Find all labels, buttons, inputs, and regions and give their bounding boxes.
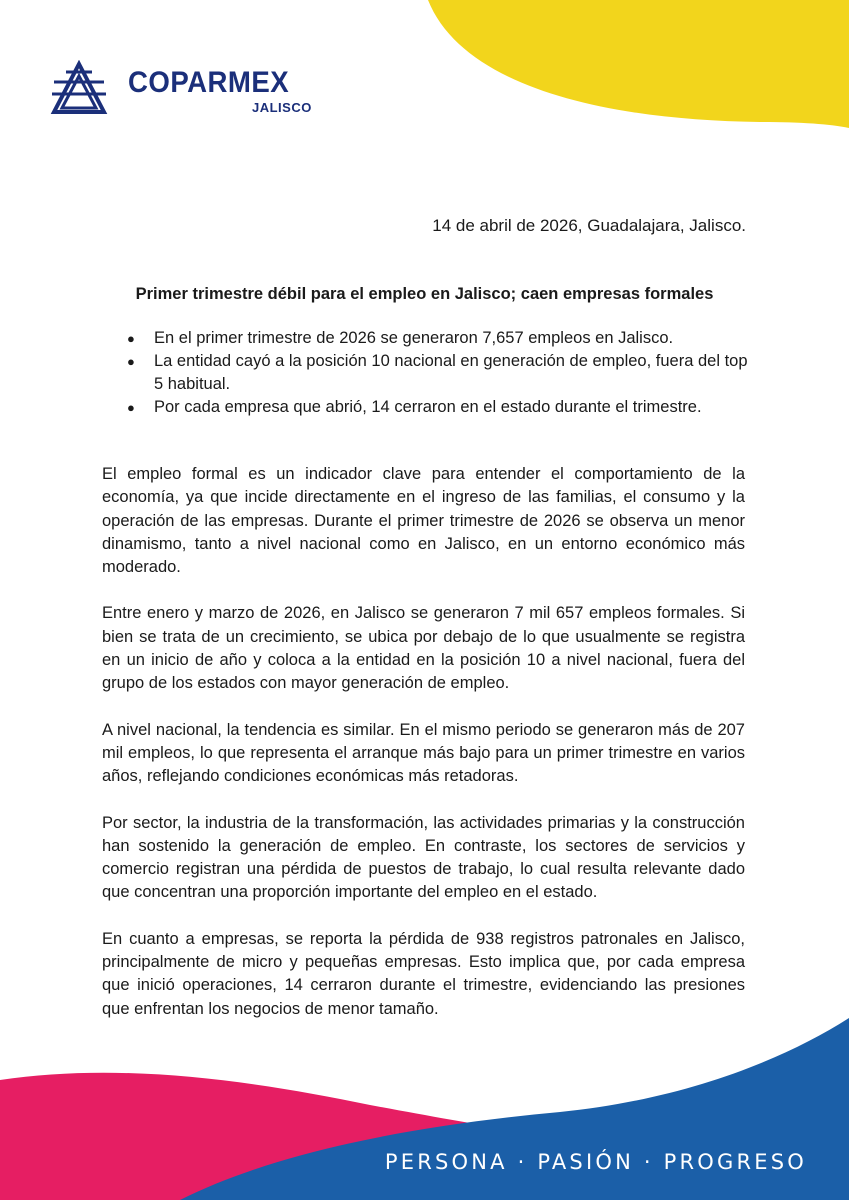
paragraph: El empleo formal es un indicador clave para entender el comportamiento de la economía, ya que incide directamente en el ingreso de las familias, el consumo y la operación de las empresas. Durante el primer trimestre de 2026 se observa un menor dinamismo, tanto a nivel nacional como en Jalisco, en un entorno económico más moderado. [102, 465, 745, 577]
bullet-text: Por cada empresa que abrió, 14 cerraron en el estado durante el trimestre. [154, 398, 702, 416]
brand-name: COPARMEX [128, 66, 290, 99]
paragraph: En cuanto a empresas, se reporta la pérdida de 938 registros patronales en Jalisco, principalmente de micro y pequeñas empresas. Esto implica que, por cada empresa que inició operaciones, 14 cerraron durante el trimestre, evidenciando las presiones que enfrentan los negocios de menor tamaño. [102, 929, 745, 1018]
list-item [125, 396, 750, 419]
bullet-icon: ● [127, 354, 135, 369]
bullet-text: En el primer trimestre de 2026 se generaron 7,657 empleos en Jalisco. [154, 329, 674, 347]
key-points-list [125, 327, 750, 419]
coparmex-logo-mark-icon [48, 60, 110, 116]
footer-slogan: PERSONA · PASIÓN · PROGRESO [384, 1150, 807, 1174]
date-line: 14 de abril de 2026, Guadalajara, Jalisco. [432, 216, 746, 235]
list-item [125, 350, 750, 396]
brand-region: JALISCO [252, 100, 312, 115]
list-item [125, 327, 750, 350]
bullet-text: La entidad cayó a la posición 10 nacional en generación de empleo, fuera del top 5 habitual. [154, 352, 748, 393]
paragraph: Por sector, la industria de la transformación, las actividades primarias y la construcción han sostenido la generación de empleo. En contraste, los sectores de servicios y comercio registran una pérdida de puestos de trabajo, lo cual resulta relevante dado que concentran una proporción importante del empleo en el estado. [102, 813, 745, 902]
bullet-icon: ● [127, 331, 135, 346]
paragraph: A nivel nacional, la tendencia es similar. En el mismo periodo se generaron más de 207 mil empleos, lo que representa el arranque más bajo para un primer trimestre en varios años, reflejando condiciones económicas más retadoras. [102, 720, 745, 786]
paragraph: Entre enero y marzo de 2026, en Jalisco se generaron 7 mil 657 empleos formales. Si bien se trata de un crecimiento, se ubica por debajo de lo que usualmente se registra en un inicio de año y coloca a la entidad en la posición 10 a nivel nacional, fuera del grupo de los estados con mayor generación de empleo. [102, 604, 745, 693]
body-text [102, 463, 745, 1044]
headline: Primer trimestre débil para el empleo en Jalisco; caen empresas formales [135, 285, 714, 303]
coparmex-logo [48, 60, 318, 120]
bullet-icon: ● [127, 400, 135, 415]
